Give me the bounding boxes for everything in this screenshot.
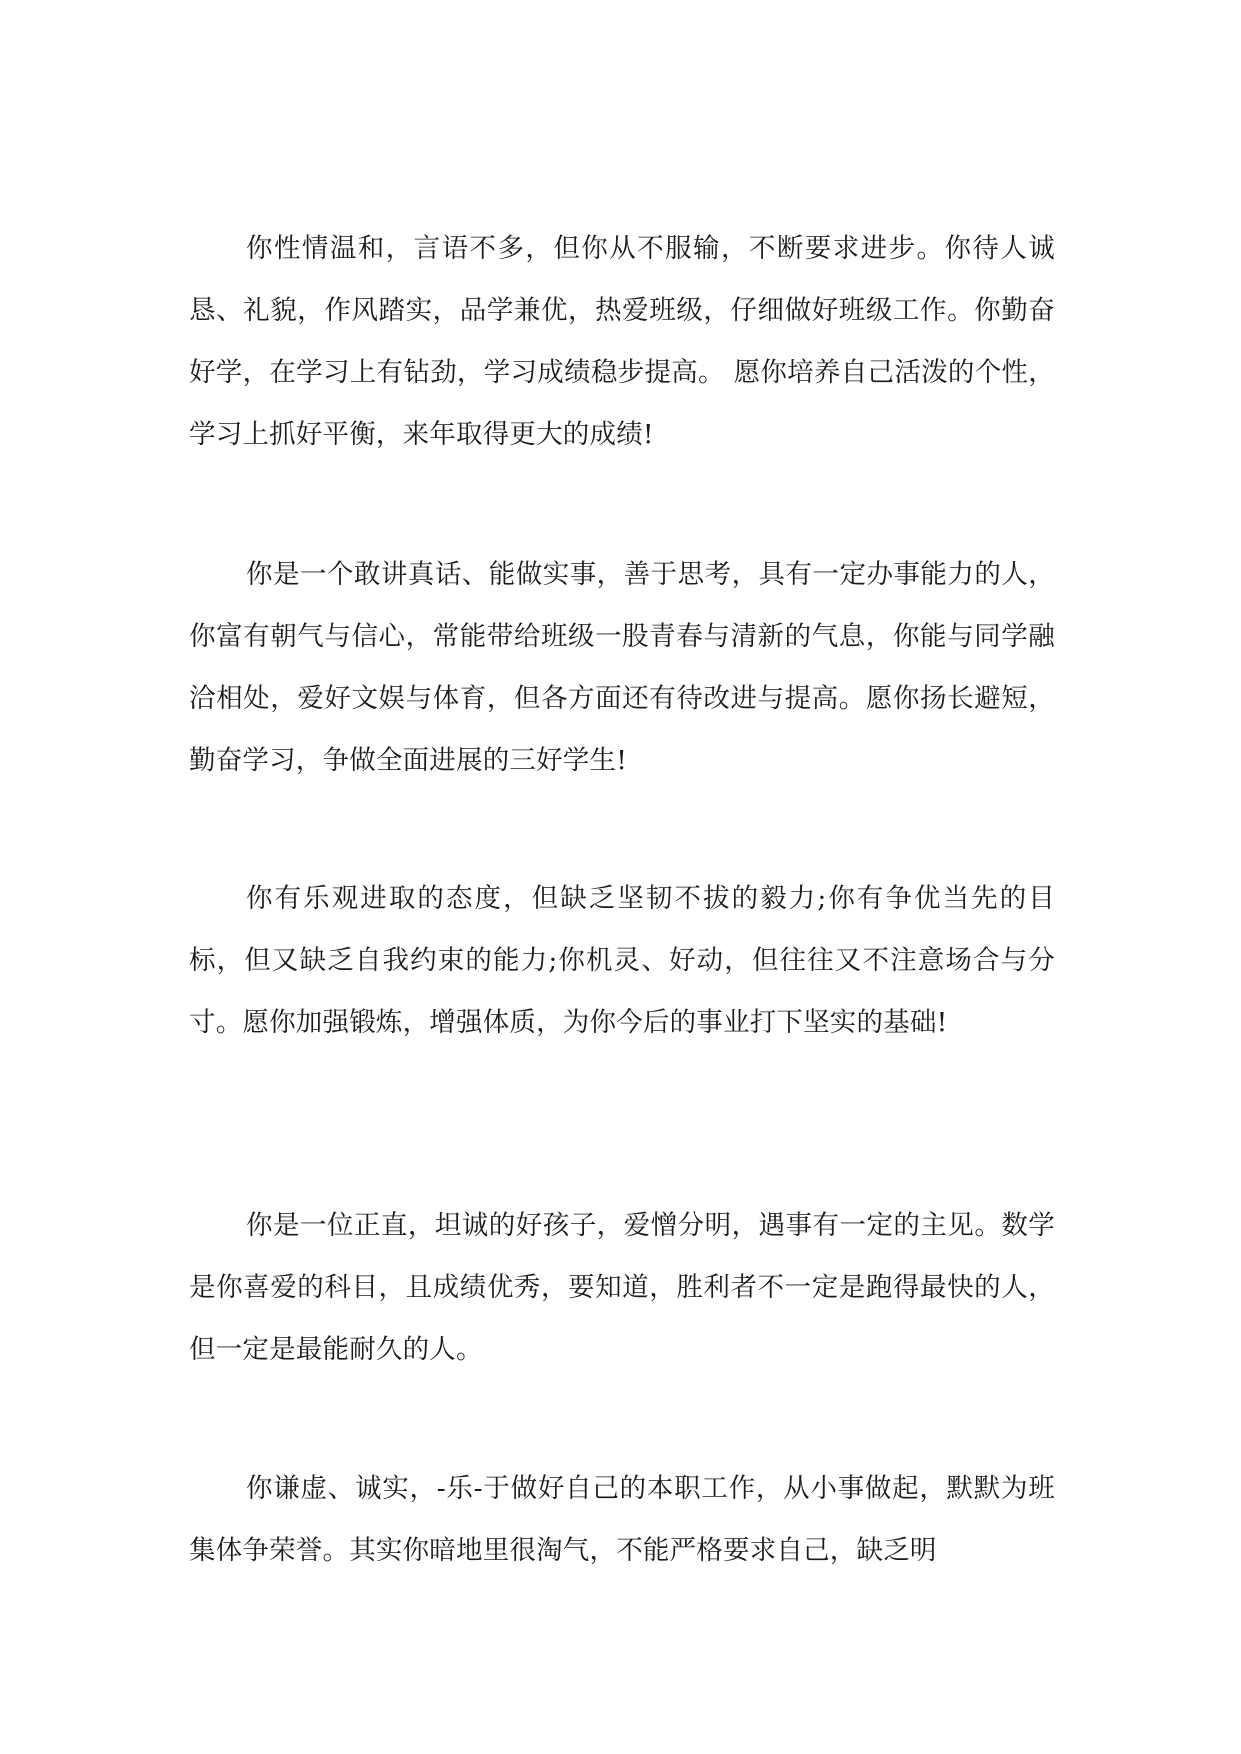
paragraph-2: 你是一个敢讲真话、能做实事，善于思考，具有一定办事能力的人，你富有朝气与信心，常能带给班级一股青春与清新的气息，你能与同学融洽相处，爱好文娱与体育，但各方面还有待改进与提高。愿你扬长避短，勤奋学习，争做全面进展的三好学生! (189, 559, 1055, 776)
paragraph-3: 你有乐观进取的态度，但缺乏坚韧不拔的毅力;你有争优当先的目标，但又缺乏自我约束的能力;你机灵、好动，但往往又不注意场合与分寸。愿你加强锻炼，增强体质，为你今后的事业打下坚实的基础! (189, 883, 1055, 1038)
paragraph-4: 你是一位正直，坦诚的好孩子，爱憎分明，遇事有一定的主见。数学是你喜爱的科目，且成绩优秀，要知道，胜利者不一定是跑得最快的人，但一定是最能耐久的人。 (189, 1210, 1055, 1365)
paragraph-5: 你谦虚、诚实，-乐-于做好自己的本职工作，从小事做起，默默为班集体争荣誉。其实你暗地里很淘气，不能严格要求自己，缺乏明 (189, 1473, 1055, 1566)
paragraph-1: 你性情温和，言语不多，但你从不服输，不断要求进步。你待人诚恳、礼貌，作风踏实，品学兼优，热爱班级，仔细做好班级工作。你勤奋好学，在学习上有钻劲，学习成绩稳步提高。 愿你培养自己活泼的个性，学习上抓好平衡，来年取得更大的成绩! (189, 233, 1055, 450)
